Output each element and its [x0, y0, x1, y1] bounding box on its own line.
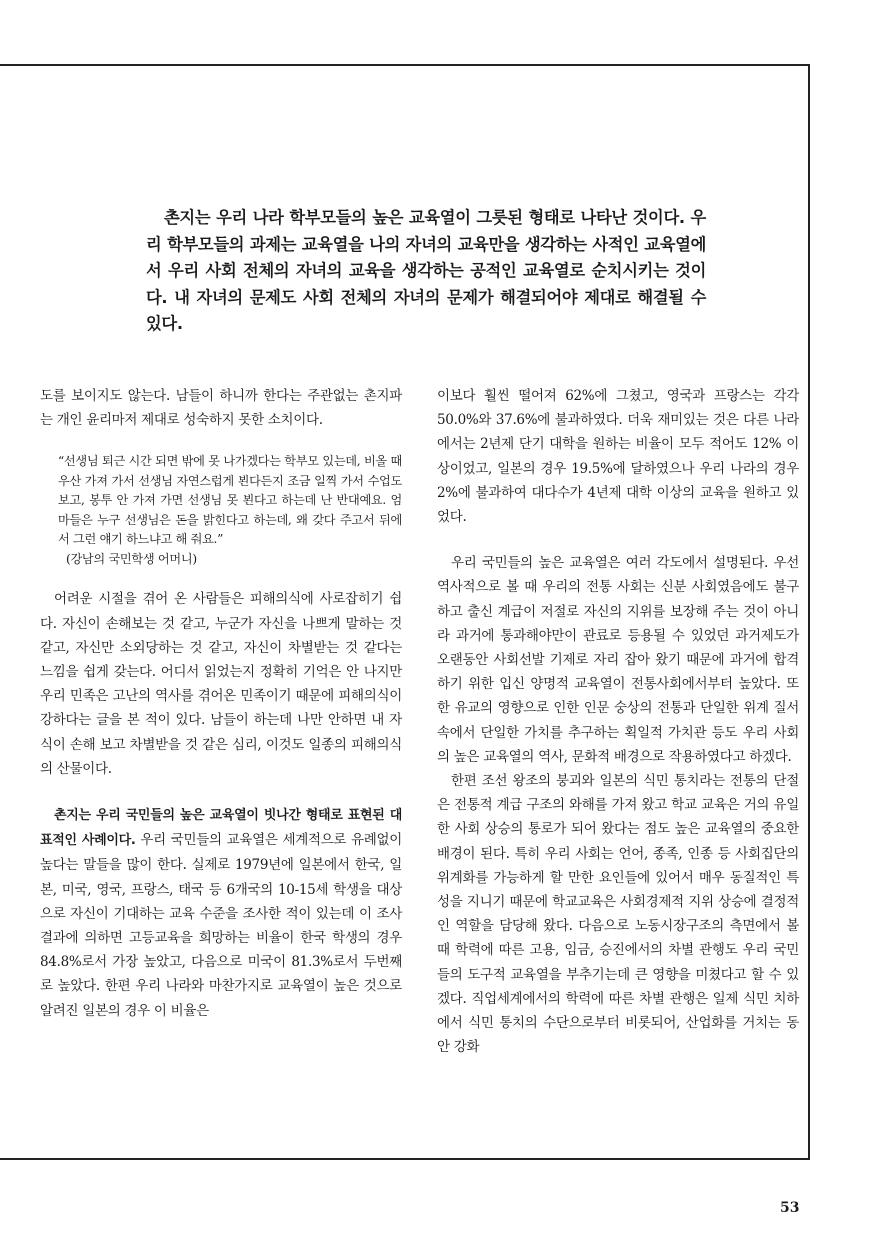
bottom-rule [0, 1158, 810, 1160]
paragraph-gap [40, 781, 402, 803]
paragraph: 한편 조선 왕조의 붕괴와 일본의 식민 통치라는 전통의 단절은 전통적 계급 구조의 와해를 가져 왔고 학교 교육은 거의 유일한 사회 상승의 통로가 되어 왔다는 점도 높은 교육열의 중요한 배경이 된다. 특히 우리 사회는 언어, 종족, 인종 등 사회집단의 위계화를 가능하게 할 만한 요인들에 있어서 매우 동질적인 특성을 지니기 때문에 학교교육은 사회경제적 지위 상승에 결정적인 역할을 담당해 왔다. 다음으로 노동시장구조의 측면에서 볼 때 학력에 따른 고용, 임금, 승진에서의 차별 관행도 우리 국민들의 도구적 교육열을 부추기는데 큰 영향을 미쳤다고 할 수 있겠다. 직업세계에서의 학력에 따른 차별 관행은 일제 식민 치하에서 식민 통치의 수단으로부터 비롯되어, 산업화를 거치는 동안 강화 [437, 773, 799, 1056]
page-number: 53 [780, 1200, 800, 1216]
paragraph: 우리 국민들의 높은 교육열은 여러 각도에서 설명된다. 우선 역사적으로 볼 때 우리의 전통 사회는 신분 사회였음에도 불구하고 출신 계급이 저절로 자신의 지위를 보장해 주는 것이 아니라 과거에 통과해야만이 관료로 등용될 수 있었던 과거제도가 오랜동안 사회선발 기제로 자리 잡아 왔기 때문에 과거에 합격하기 위한 입신 양명적 교육열이 전통사회에서부터 높았다. 또한 유교의 영향으로 인한 인문 숭상의 전통과 단일한 위계 질서 속에서 단일한 가치를 추구하는 획일적 가치관 등도 우리 사회의 높은 교육열의 역사, 문화적 배경으로 작용하였다고 하겠다. [437, 555, 799, 765]
paragraph-continuation: 우리 국민들의 교육열은 세계적으로 유례없이 높다는 말들을 많이 한다. 실제로 1979년에 일본에서 한국, 일본, 미국, 영국, 프랑스, 태국 등 6개국의 10-15세 학생을 대상으로 자신이 기대하는 교육 수준을 조사한 적이 있는데 이 조사 결과에 의하면 고등교육을 희망하는 비율이 한국 학생의 경우 84.8%로서 가장 높았고, 다음으로 미국이 81.3%로서 두번째로 높았다. 한편 우리 나라와 마찬가지로 교육열이 높은 것으로 알려진 일본의 경우 이 비율은 [40, 832, 402, 1019]
right-column [437, 384, 799, 1059]
paragraph: 어려운 시절을 겪어 온 사람들은 피해의식에 사로잡히기 쉽다. 자신이 손해보는 것 같고, 누군가 자신을 나쁘게 말하는 것 같고, 자신만 소외당하는 것 같고, 자신이 차별받는 것 같다는 느낌을 쉽게 갖는다. 어디서 읽었는지 정확히 기억은 안 나지만 우리 민족은 고난의 역사를 겪어온 민족이기 때문에 피해의식이 강하다는 글을 본 적이 있다. 남들이 하는데 나만 안하면 내 자식이 손해 보고 차별받을 것 같은 심리, 이것도 일종의 피해의식의 산물이다. [40, 591, 402, 777]
paragraph: 도를 보이지도 않는다. 남들이 하니까 한다는 주관없는 촌지파는 개인 윤리마저 제대로 성숙하지 못한 소치이다. [40, 388, 402, 429]
interview-quote [40, 452, 402, 569]
quote-body: “선생님 퇴근 시간 되면 밖에 못 나가겠다는 학부모 있는데, 비올 때 우산 가져 가서 선생님 자연스럽게 뵌다든지 조금 일찍 가서 수업도 보고, 봉투 안 가져 가면 선생님 못 뵌다고 하는데 난 반대예요. 엄마들은 누구 선생님은 돈을 밝힌다고 하는데, 왜 갖다 주고서 뒤에서 그런 얘기 하느냐고 해 줘요.” [58, 454, 402, 547]
pull-quote-text: 촌지는 우리 나라 학부모들의 높은 교육열이 그릇된 형태로 나타난 것이다. 우리 학부모들의 과제는 교육열을 나의 자녀의 교육만을 생각하는 사적인 교육열에서 우리 사회 전체의 자녀의 교육을 생각하는 공적인 교육열로 순치시키는 것이다. 내 자녀의 문제도 사회 전체의 자녀의 문제가 해결되어야 제대로 해결될 수 있다. [146, 208, 706, 333]
paragraph-gap [437, 529, 799, 551]
paragraph: 이보다 훨씬 떨어져 62%에 그쳤고, 영국과 프랑스는 각각 50.0%와 37.6%에 불과하였다. 더욱 재미있는 것은 다른 나라에서는 2년제 단기 대학을 원하는 비율이 모두 적어도 12% 이상이었고, 일본의 경우 19.5%에 달하였으나 우리 나라의 경우 2%에 불과하여 대다수가 4년제 대학 이상의 교육을 원하고 있었다. [437, 388, 799, 526]
top-rule [0, 64, 810, 66]
right-rule [808, 64, 810, 1159]
bold-lead-sentence: 촌지는 우리 국민들의 높은 교육열이 빗나간 형태로 표현된 대표적인 사례이다. [40, 808, 402, 849]
paragraph [40, 803, 402, 1023]
left-column [40, 384, 402, 1023]
quote-source: (강남의 국민학생 어머니) [66, 551, 197, 566]
pull-quote [146, 205, 706, 338]
